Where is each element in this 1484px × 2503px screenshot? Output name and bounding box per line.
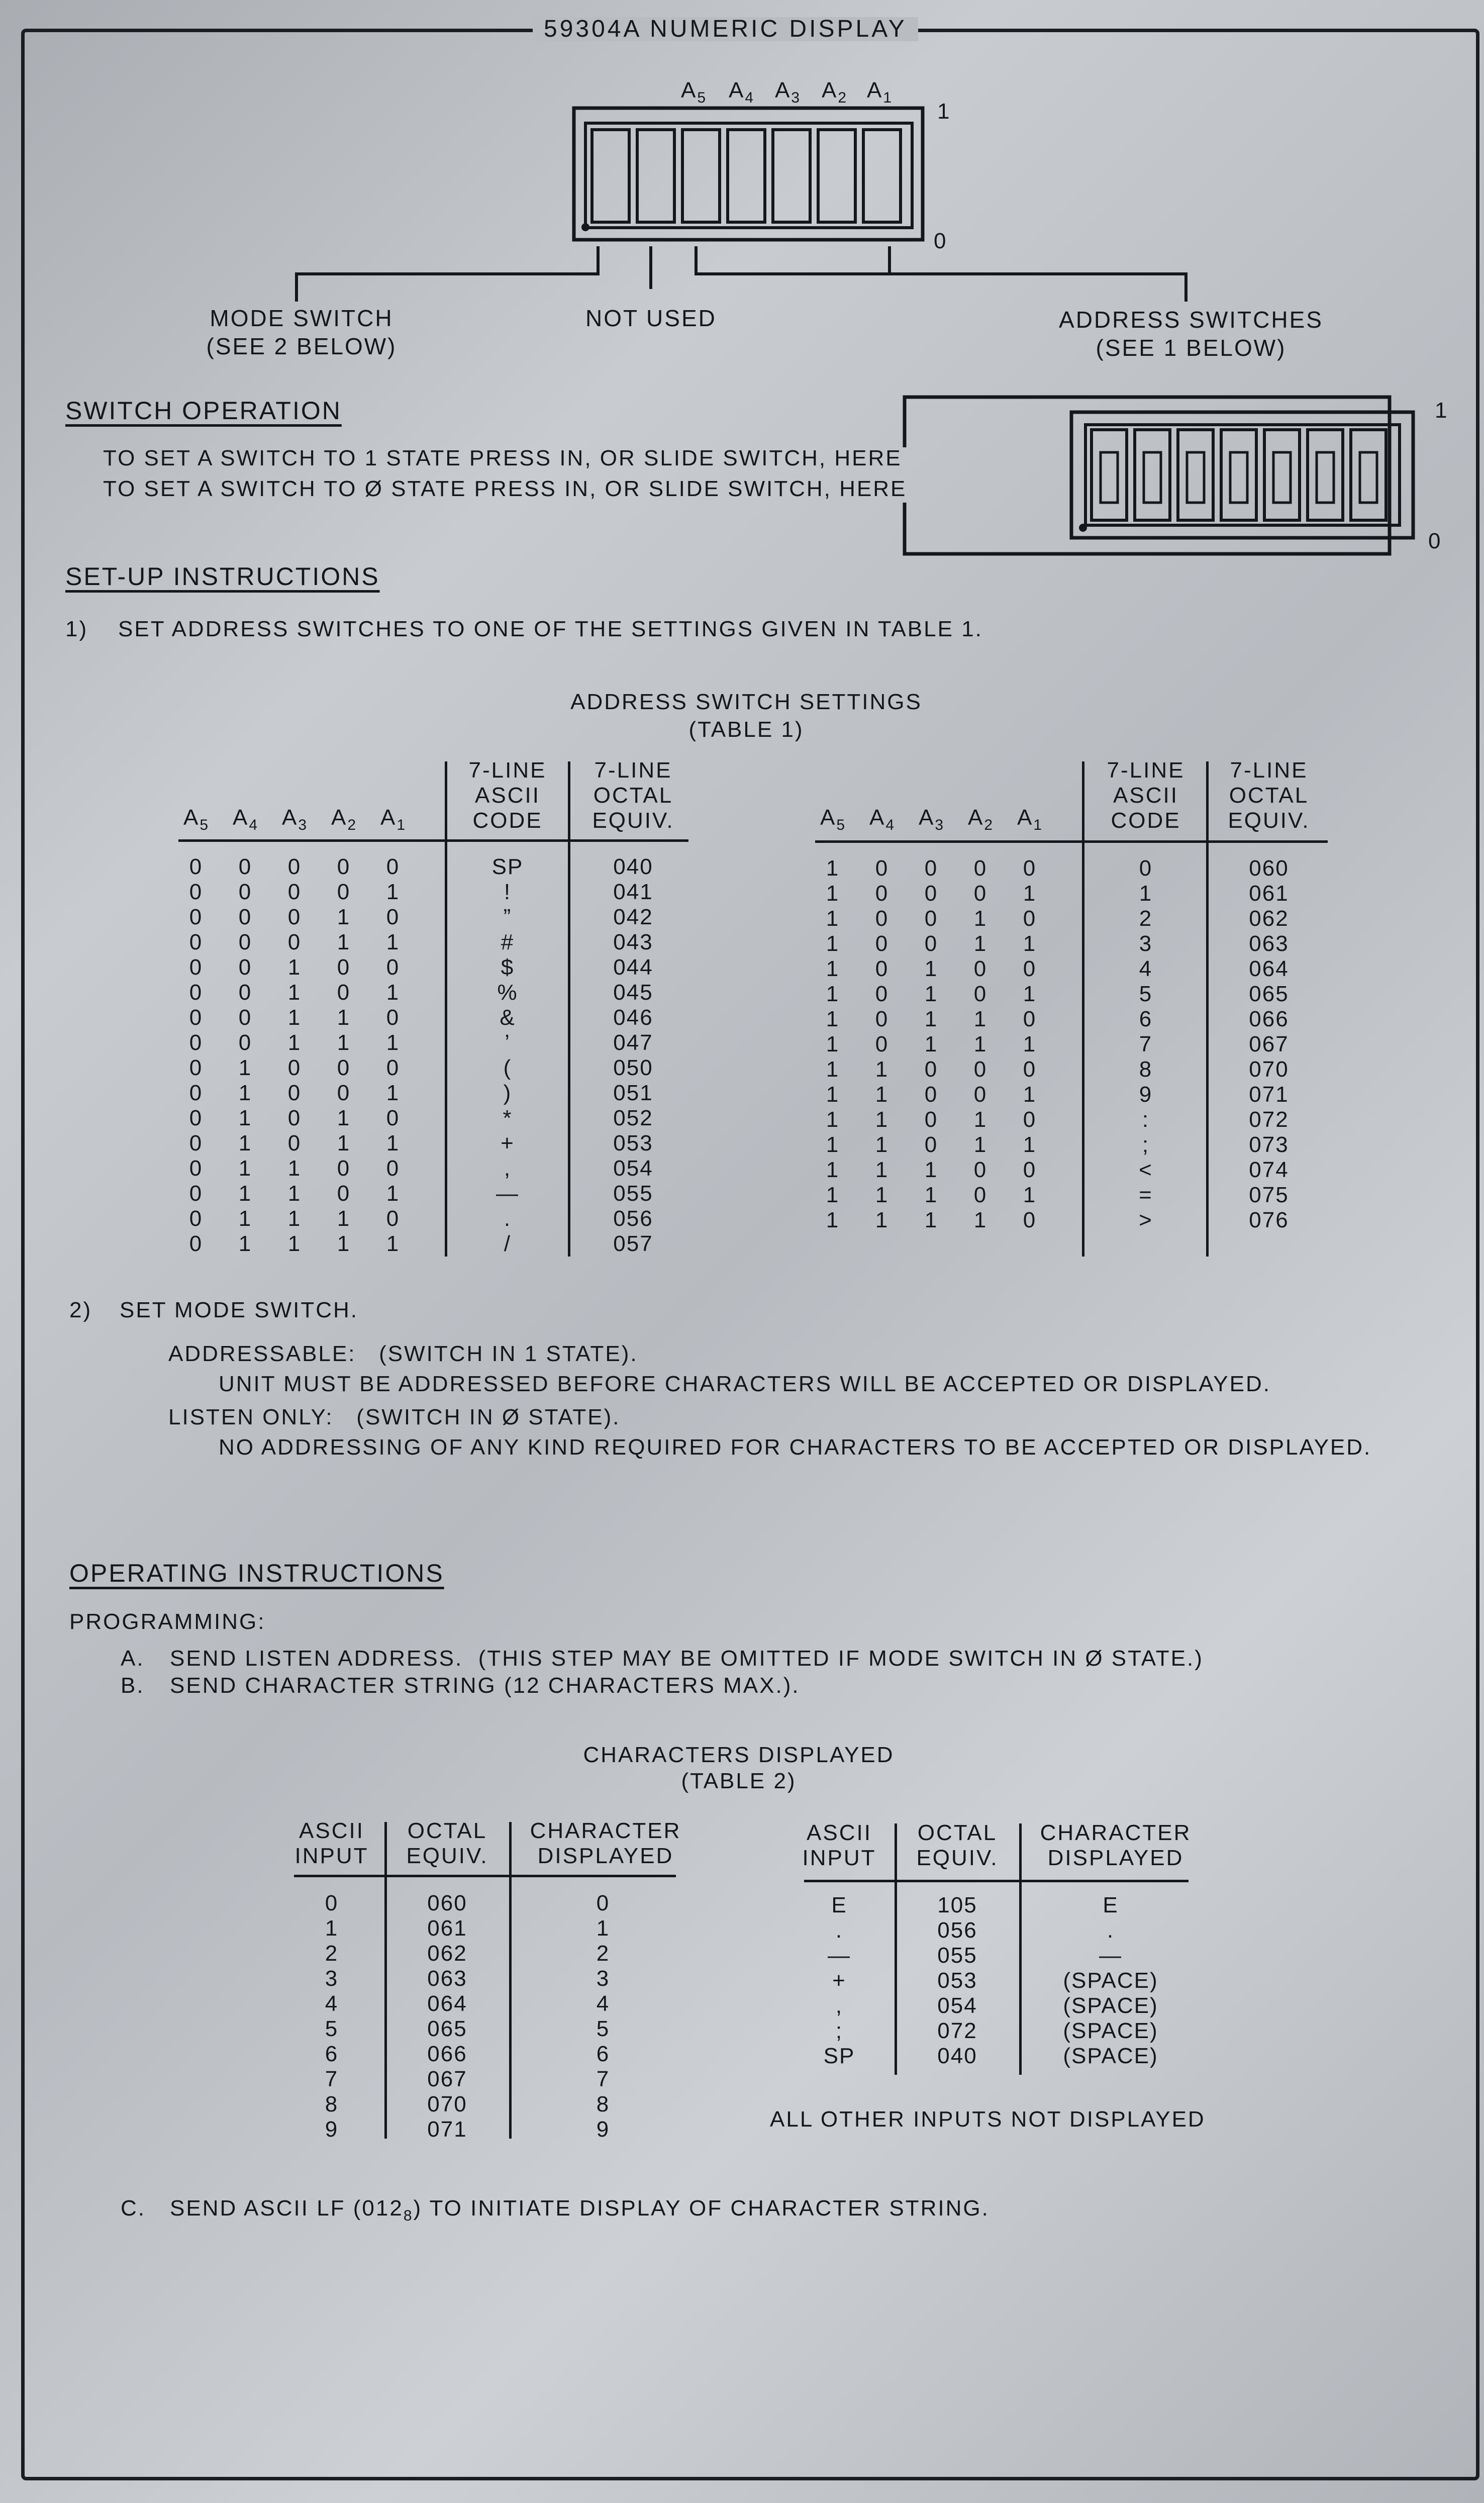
t1l-col-a3: 0 0 0 0 1 1 1 1 0 0 0 0 1 1 1 1 xyxy=(287,854,302,1256)
t1r-col-octal: 060 061 062 063 064 065 066 067 070 071 072 073 074 075 076 xyxy=(1249,856,1289,1232)
t1r-h-a1: $A_1$ xyxy=(1017,805,1044,833)
mode-addressable-desc: UNIT MUST BE ADDRESSED BEFORE CHARACTERS WILL BE ACCEPTED OR DISPLAYED. xyxy=(219,1372,1271,1396)
t1l-h-a3: $A_3$ xyxy=(282,805,309,833)
t1r-h-ascii: 7-LINE ASCII CODE xyxy=(1107,758,1185,833)
t1l-col-a2: 0 0 1 1 0 0 1 1 0 0 1 1 0 0 1 1 xyxy=(337,854,351,1256)
switch-operation-line1: TO SET A SWITCH TO 1 STATE PRESS IN, OR SLIDE SWITCH, HERE xyxy=(103,446,902,470)
switch-operation-line2: TO SET A SWITCH TO Ø STATE PRESS IN, OR SLIDE SWITCH, HERE xyxy=(103,476,907,501)
t1l-divider-2 xyxy=(568,761,570,1257)
t1r-h-octal: 7-LINE OCTAL EQUIV. xyxy=(1228,758,1310,833)
t1l-h-octal: 7-LINE OCTAL EQUIV. xyxy=(592,758,674,833)
t2r-divider-1 xyxy=(895,1823,897,2075)
setup-step1-number: 1) xyxy=(65,617,88,641)
t1r-col-a1: 0 1 0 1 0 1 0 1 0 1 0 1 0 1 0 xyxy=(1023,856,1037,1232)
t1l-col-a5: 0 0 0 0 0 0 0 0 0 0 0 0 0 0 0 0 xyxy=(189,854,203,1256)
t1r-h-a2: $A_2$ xyxy=(968,805,995,833)
mode-step2-number: 2) xyxy=(69,1298,92,1322)
operating-heading: OPERATING INSTRUCTIONS xyxy=(69,1559,444,1587)
t2l-col-input: 0 1 2 3 4 5 6 7 8 9 xyxy=(325,1891,339,2142)
t1l-h-a4: $A_4$ xyxy=(233,805,259,833)
address-switches-label: ADDRESS SWITCHES (SEE 1 BELOW) xyxy=(1059,307,1323,361)
t1r-divider-1 xyxy=(1082,761,1084,1257)
switch-label-a3: $A_3$ xyxy=(775,78,802,106)
mode-addressable: ADDRESSABLE: (SWITCH IN 1 STATE). xyxy=(168,1341,638,1366)
t2r-h-input: ASCII INPUT xyxy=(802,1820,876,1870)
step-b-text: SEND CHARACTER STRING (12 CHARACTERS MAX.). xyxy=(170,1673,800,1698)
t2l-col-char: 0 1 2 3 4 5 6 7 8 9 xyxy=(596,1891,610,2142)
table1-subtitle: (TABLE 1) xyxy=(688,717,804,742)
step-a-text: SEND LISTEN ADDRESS. (THIS STEP MAY BE OMITTED IF MODE SWITCH IN Ø STATE.) xyxy=(170,1646,1204,1671)
t2r-col-octal: 105 056 055 053 054 072 040 xyxy=(937,1893,977,2068)
mode-listen-only: LISTEN ONLY: (SWITCH IN Ø STATE). xyxy=(168,1405,621,1429)
t2l-h-input: ASCII INPUT xyxy=(294,1818,369,1868)
t2r-divider-2 xyxy=(1019,1823,1022,2075)
t2r-col-char: E . — (SPACE) (SPACE) (SPACE) (SPACE) xyxy=(1063,1893,1158,2068)
second-state-one: 1 xyxy=(1435,398,1449,423)
t2l-header-rule xyxy=(294,1875,676,1877)
t1l-header-rule xyxy=(178,839,688,842)
switch-label-a2: $A_2$ xyxy=(822,78,848,106)
t2l-h-octal: OCTAL EQUIV. xyxy=(406,1818,488,1868)
mode-step2-text: SET MODE SWITCH. xyxy=(120,1298,358,1322)
setup-step1-text: SET ADDRESS SWITCHES TO ONE OF THE SETTINGS GIVEN IN TABLE 1. xyxy=(118,617,983,641)
table1-title: ADDRESS SWITCH SETTINGS xyxy=(570,690,922,714)
t1r-h-a4: $A_4$ xyxy=(869,805,896,833)
t1r-col-a2: 0 0 1 1 0 0 1 1 0 0 1 1 0 0 1 xyxy=(973,856,987,1232)
t1l-h-a2: $A_2$ xyxy=(331,805,358,833)
plate-title: 59304A NUMERIC DISPLAY xyxy=(533,17,918,41)
mode-switch-label: MODE SWITCH (SEE 2 BELOW) xyxy=(206,305,397,359)
step-c-label: C. xyxy=(121,2196,146,2221)
switch-label-a1: $A_1$ xyxy=(867,78,894,106)
t1l-h-a1: $A_1$ xyxy=(380,805,407,833)
step-c-text: SEND ASCII LF $(012_8)$ TO INITIATE DISPLAY OF CHARACTER STRING. xyxy=(170,2196,990,2224)
table2-subtitle: (TABLE 2) xyxy=(681,1769,797,1793)
step-a-label: A. xyxy=(121,1646,145,1671)
t2l-h-char: CHARACTER DISPLAYED xyxy=(530,1818,681,1868)
switch-operation-heading: SWITCH OPERATION xyxy=(65,397,342,425)
t2r-col-input: E . — + , ; SP xyxy=(823,1893,855,2068)
mode-listen-only-desc: NO ADDRESSING OF ANY KIND REQUIRED FOR CHARACTERS TO BE ACCEPTED OR DISPLAYED. xyxy=(219,1435,1372,1460)
t2r-header-rule xyxy=(804,1880,1189,1882)
t1l-h-ascii: 7-LINE ASCII CODE xyxy=(468,758,547,833)
top-state-one: 1 xyxy=(937,99,951,124)
t1r-col-a3: 0 0 0 0 1 1 1 1 0 0 0 0 1 1 1 xyxy=(924,856,938,1232)
table2-note: ALL OTHER INPUTS NOT DISPLAYED xyxy=(770,2107,1206,2132)
t1l-col-ascii: SP ! ” # $ % & ’ ( ) * + , — . / xyxy=(491,854,524,1256)
t1r-col-ascii: 0 1 2 3 4 5 6 7 8 9 : ; < = > xyxy=(1139,856,1153,1232)
programming-label: PROGRAMMING: xyxy=(69,1609,266,1634)
step-b-label: B. xyxy=(121,1673,145,1698)
t1r-col-a4: 0 0 0 0 0 0 0 0 1 1 1 1 1 1 1 xyxy=(875,856,889,1232)
t1l-col-a4: 0 0 0 0 0 0 0 0 1 1 1 1 1 1 1 1 xyxy=(238,854,252,1256)
second-state-zero: 0 xyxy=(1428,529,1442,553)
dip-switch-diagram-operation xyxy=(0,0,1484,578)
switch-label-a5: $A_5$ xyxy=(681,78,708,106)
t1r-h-a3: $A_3$ xyxy=(919,805,945,833)
setup-heading: SET-UP INSTRUCTIONS xyxy=(65,562,380,591)
t1l-col-octal: 040 041 042 043 044 045 046 047 050 051 052 053 054 055 056 057 xyxy=(613,854,653,1256)
t1l-col-a1: 0 1 0 1 0 1 0 1 0 1 0 1 0 1 0 1 xyxy=(386,854,400,1256)
t1r-col-a5: 1 1 1 1 1 1 1 1 1 1 1 1 1 1 1 xyxy=(826,856,840,1232)
t1l-divider-1 xyxy=(445,761,447,1257)
switch-label-a4: $A_4$ xyxy=(729,78,755,106)
t2l-divider-1 xyxy=(384,1822,387,2139)
not-used-label: NOT USED xyxy=(585,305,717,331)
t2r-h-octal: OCTAL EQUIV. xyxy=(916,1820,999,1870)
t2l-col-octal: 060 061 062 063 064 065 066 067 070 071 xyxy=(427,1891,467,2142)
table2-title: CHARACTERS DISPLAYED xyxy=(583,1743,895,1767)
t2r-h-char: CHARACTER DISPLAYED xyxy=(1040,1820,1192,1870)
top-state-zero: 0 xyxy=(934,229,948,253)
t1r-divider-2 xyxy=(1206,761,1209,1257)
t1r-h-a5: $A_5$ xyxy=(820,805,847,833)
t1l-h-a5: $A_5$ xyxy=(183,805,210,833)
t2l-divider-2 xyxy=(509,1822,512,2139)
t1r-header-rule xyxy=(815,840,1328,843)
